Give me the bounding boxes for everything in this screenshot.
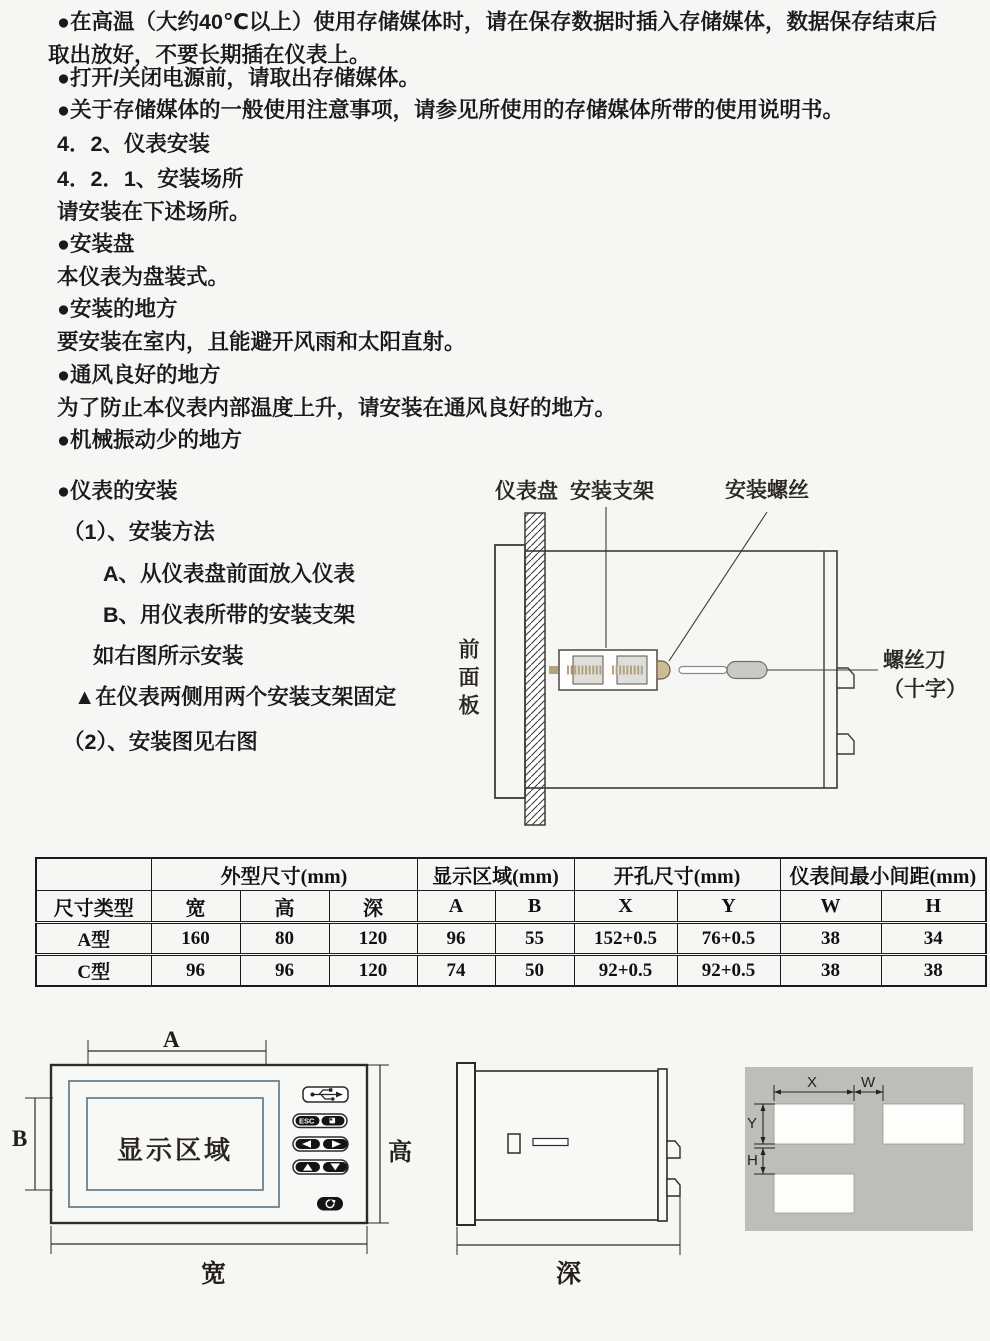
cell: 120	[329, 955, 417, 987]
col-header: B	[495, 891, 574, 923]
esc-button-label: ESC	[299, 1116, 315, 1126]
label-screwdriver-line1: 螺丝刀	[883, 649, 946, 672]
col-header: H	[881, 891, 986, 923]
group-header-display: 显示区域(mm)	[417, 858, 574, 891]
cutout-hole-top-right	[883, 1104, 964, 1144]
label-cutout-w: W	[861, 1074, 876, 1091]
cell: 96	[240, 955, 329, 987]
enter-button	[317, 1197, 343, 1211]
screwdriver-handle	[727, 662, 767, 679]
item-method-b: B、用仪表所带的安装支架	[103, 603, 356, 627]
table-row-type-a	[36, 923, 986, 955]
col-header: 尺寸类型	[36, 891, 151, 923]
cell: A型	[36, 923, 151, 955]
text-indoor: 要安装在室内，且能避开风雨和太阳直射。	[57, 330, 466, 354]
side-detail-slot	[533, 1139, 568, 1146]
cell: 92+0.5	[574, 955, 677, 987]
rear-clip-bottom	[837, 734, 854, 754]
group-header-spacing: 仪表间最小间距(mm)	[780, 858, 986, 891]
cell: 74	[417, 955, 495, 987]
label-dim-a: A	[163, 1027, 180, 1052]
side-front-bezel	[457, 1063, 475, 1225]
side-rear-strip	[658, 1069, 667, 1221]
col-header: 高	[240, 891, 329, 923]
display-icon	[330, 1118, 336, 1124]
label-screwdriver-line2: （十字）	[883, 678, 967, 701]
cutout-hole-bottom-left	[774, 1174, 854, 1213]
screw-leader-line	[669, 512, 767, 661]
mounting-screw-head	[657, 661, 670, 679]
col-header: W	[780, 891, 881, 923]
item-install-method: （1）、安装方法	[63, 520, 215, 544]
table-column-header-row	[36, 891, 986, 923]
cell: 92+0.5	[677, 955, 780, 987]
label-instrument-panel: 仪表盘	[495, 480, 558, 503]
cell: 96	[151, 955, 240, 987]
side-view-figure	[430, 1026, 730, 1306]
label-front-panel: 前面板	[456, 638, 479, 722]
side-clip-bottom	[667, 1179, 680, 1196]
cell: 160	[151, 923, 240, 955]
bullet-power: ●打开/关闭电源前，请取出存储媒体。	[57, 66, 420, 90]
cell: 55	[495, 923, 574, 955]
label-dim-b: B	[12, 1126, 28, 1151]
bullet-instrument-install: ●仪表的安装	[57, 479, 178, 503]
heading-4-2: 4．2、仪表安装	[57, 132, 210, 156]
table-group-header-row	[36, 858, 986, 891]
rear-clip-top	[837, 668, 854, 688]
item-method-a: A、从仪表盘前面放入仪表	[103, 562, 356, 586]
bullet-location: ●安装的地方	[57, 297, 178, 321]
bullet-panel: ●安装盘	[57, 232, 135, 256]
col-header: 宽	[151, 891, 240, 923]
front-bezel	[495, 545, 525, 798]
text-install-place: 请安装在下述场所。	[57, 200, 251, 224]
cell: 38	[780, 955, 881, 987]
label-cutout-h: H	[747, 1152, 758, 1169]
table-row-type-c	[36, 955, 986, 987]
label-cutout-y: Y	[747, 1115, 758, 1132]
screwdriver-shaft	[679, 667, 727, 674]
mounting-panel-hatch	[525, 513, 545, 825]
bullet-ventilation: ●通风良好的地方	[57, 363, 221, 387]
panel-cutout-drawing	[735, 1058, 985, 1243]
col-header: 深	[329, 891, 417, 923]
cell: 80	[240, 923, 329, 955]
item-install-figure: （2）、安装图见右图	[63, 730, 258, 754]
cell: 96	[417, 923, 495, 955]
side-clip-top	[667, 1141, 680, 1158]
text-as-right-figure: 如右图所示安装	[93, 644, 244, 668]
cell: 38	[881, 955, 986, 987]
label-dim-height: 高	[388, 1140, 412, 1166]
bullet-media-notes: ●关于存储媒体的一般使用注意事项，请参见所使用的存储媒体所带的使用说明书。	[57, 98, 844, 122]
cell: 50	[495, 955, 574, 987]
cell: 152+0.5	[574, 923, 677, 955]
dimension-table	[35, 857, 987, 987]
group-header-cutout: 开孔尺寸(mm)	[574, 858, 780, 891]
col-header: X	[574, 891, 677, 923]
col-header: A	[417, 891, 495, 923]
cell: C型	[36, 955, 151, 987]
cell: 34	[881, 923, 986, 955]
label-mounting-bracket: 安装支架	[570, 480, 654, 503]
col-header: Y	[677, 891, 780, 923]
text-ventilation: 为了防止本仪表内部温度上升，请安装在通风良好的地方。	[57, 396, 617, 420]
bullet-vibration: ●机械振动少的地方	[57, 428, 242, 452]
cell: 120	[329, 923, 417, 955]
installation-diagram	[440, 462, 990, 842]
cell: 38	[780, 923, 881, 955]
panel-cutout-figure	[735, 1058, 985, 1243]
paragraph-high-temp: ●在高温（大约40℃以上）使用存储媒体时，请在保存数据时插入存储媒体，数据保存结束后取出放好，不要长期插在仪表上。	[48, 10, 937, 67]
label-display-area: 显示区域	[116, 1136, 233, 1165]
bracket-block-left	[573, 656, 603, 684]
cutout-hole-top-left	[774, 1104, 854, 1144]
heading-4-2-1: 4．2．1、安装场所	[57, 167, 244, 191]
label-mounting-screw: 安装螺丝	[725, 479, 809, 502]
label-screwdriver	[883, 646, 967, 704]
text-panel-mount: 本仪表为盘装式。	[57, 265, 230, 289]
group-header-outline: 外型尺寸(mm)	[151, 858, 417, 891]
front-view-figure	[10, 1026, 430, 1306]
label-dim-depth: 深	[556, 1261, 582, 1288]
label-cutout-x: X	[807, 1074, 818, 1091]
note-two-brackets: ▲在仪表两侧用两个安装支架固定	[74, 685, 397, 709]
label-dim-width: 宽	[201, 1261, 227, 1288]
table-corner-cell	[36, 858, 151, 891]
cell: 76+0.5	[677, 923, 780, 955]
